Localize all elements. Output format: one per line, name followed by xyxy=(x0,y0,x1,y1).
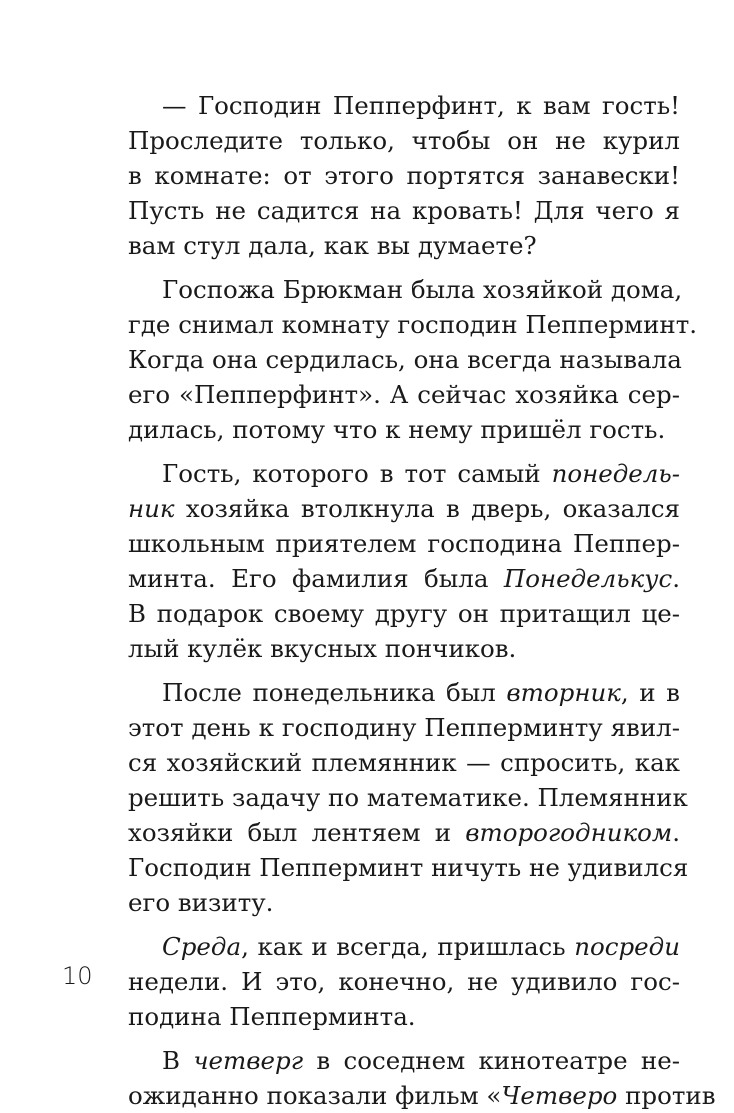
text-line xyxy=(128,158,680,193)
text-run: В подарок своему другу он притащил це- xyxy=(128,599,680,628)
text-line xyxy=(128,929,680,964)
text-run: , как и всегда, пришлась xyxy=(241,932,575,961)
paragraph xyxy=(128,272,698,447)
text-line xyxy=(128,964,680,999)
text-run: решить задачу по математике. Племянник xyxy=(128,783,688,812)
text-line xyxy=(128,631,680,666)
text-run: дилась, потому что к нему пришёл гость. xyxy=(128,415,666,444)
text-run: . xyxy=(672,564,680,593)
text-line xyxy=(128,228,680,263)
text-line xyxy=(128,193,680,228)
paragraph xyxy=(128,88,680,263)
italic-text: ник xyxy=(128,494,175,523)
paragraph xyxy=(128,929,680,1034)
page-number: 10 xyxy=(62,962,93,990)
text-run: Пусть не садится на кровать! Для чего я xyxy=(128,196,680,225)
text-line xyxy=(128,596,680,631)
text-run: его «Пепперфинт». А сейчас хозяйка сер- xyxy=(128,380,680,409)
text-line xyxy=(128,272,683,307)
text-run: Гость, которого в тот самый xyxy=(162,459,552,488)
text-run: . xyxy=(672,818,680,847)
text-run: минта. Его фамилия была xyxy=(128,564,504,593)
text-line xyxy=(128,342,680,377)
text-run: Госпожа Брюкман была хозяйкой дома, xyxy=(162,275,683,304)
italic-text: Четверо xyxy=(501,1081,618,1110)
paragraph xyxy=(128,1043,716,1113)
text-line xyxy=(128,561,680,596)
text-run: его визиту. xyxy=(128,888,274,917)
text-run: в соседнем кинотеатре не- xyxy=(303,1046,680,1075)
text-run: в комнате: от этого портятся занавески! xyxy=(128,161,680,190)
text-line xyxy=(128,88,680,123)
text-run: против xyxy=(617,1081,716,1110)
text-run: Проследите только, чтобы он не курил xyxy=(128,126,680,155)
italic-text: второгодником xyxy=(465,818,673,847)
text-line xyxy=(128,307,698,342)
text-run: школьным приятелем господина Пеппер- xyxy=(128,529,680,558)
page-body xyxy=(128,88,716,1113)
italic-text: Понеделькус xyxy=(503,564,673,593)
paragraph xyxy=(128,456,680,666)
text-run: После понедельника был xyxy=(162,678,507,707)
text-run: хозяйки был лентяем и xyxy=(128,818,466,847)
italic-text: Среда xyxy=(162,932,242,961)
text-line xyxy=(128,675,680,710)
text-run: ожиданно показали фильм « xyxy=(128,1081,502,1110)
text-run: , и в xyxy=(620,678,680,707)
text-run: лый кулёк вкусных пончиков. xyxy=(128,634,517,663)
text-run: Когда она сердилась, она всегда называла xyxy=(128,345,682,374)
italic-text: вторник xyxy=(506,678,621,707)
text-run: недели. И это, конечно, не удивило гос- xyxy=(128,967,680,996)
text-run: где снимал комнату господин Пепперминт. xyxy=(128,310,698,339)
paragraph xyxy=(128,675,689,920)
text-line xyxy=(128,850,689,885)
text-run: В xyxy=(162,1046,194,1075)
text-run: подина Пепперминта. xyxy=(128,1002,416,1031)
text-line xyxy=(128,745,680,780)
text-run: этот день к господину Пепперминту явил- xyxy=(128,713,680,742)
italic-text: посреди xyxy=(574,932,680,961)
text-line xyxy=(128,377,680,412)
text-line xyxy=(128,526,680,561)
text-line xyxy=(128,885,680,920)
text-run: вам стул дала, как вы думаете? xyxy=(128,231,537,260)
text-line xyxy=(128,815,680,850)
text-line xyxy=(128,412,680,447)
text-run: — Господин Пепперфинт, к вам гость! xyxy=(162,91,680,120)
italic-text: четверг xyxy=(193,1046,304,1075)
text-line xyxy=(128,1043,680,1078)
text-line xyxy=(128,456,680,491)
text-line xyxy=(128,123,680,158)
text-line xyxy=(128,491,680,526)
text-run: хозяйка втолкнула в дверь, оказался xyxy=(174,494,680,523)
text-line xyxy=(128,710,680,745)
text-line xyxy=(128,999,680,1034)
text-run: ся хозяйский племянник — спросить, как xyxy=(128,748,680,777)
text-line xyxy=(128,780,688,815)
text-run: Господин Пепперминт ничуть не удивился xyxy=(128,853,689,882)
text-line xyxy=(128,1078,716,1113)
italic-text: понедель- xyxy=(551,459,680,488)
